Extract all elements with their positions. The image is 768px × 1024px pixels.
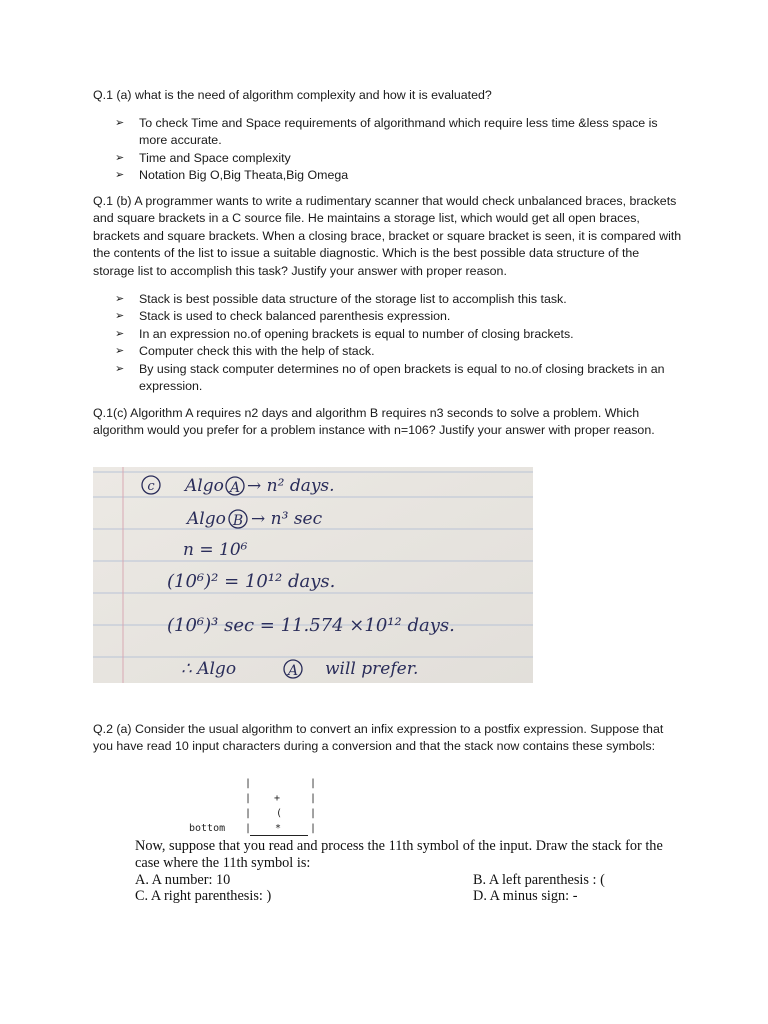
option-a: A. A number: 10: [135, 872, 231, 888]
option-d: D. A minus sign: -: [473, 888, 578, 904]
option-c: C. A right parenthesis: ): [135, 888, 272, 904]
list-item: ➢ To check Time and Space requirements of algorithmand which require less time &less space is more accurate.: [115, 116, 658, 148]
question-2a: Q.2 (a) Consider the usual algorithm to convert an infix expression to a postfix expression. Suppose that you have read 10 input characters during a conversion and that the stack now contains these symbols:: [93, 722, 664, 754]
stack-wall-right: |: [310, 808, 317, 819]
handwriting-circled-b: B: [232, 513, 244, 529]
handwriting-line-2: Algo: [187, 509, 226, 529]
stack-wall-left: |: [245, 793, 252, 804]
stack-bottom-label: bottom: [189, 823, 226, 834]
stack-item-bottom: *: [275, 823, 282, 834]
handwriting-line-1: Algo: [185, 476, 224, 496]
stack-wall-right: |: [310, 778, 317, 789]
arrow-bullet-icon: ➢: [115, 310, 125, 323]
q1a-answer-list: [115, 115, 685, 185]
list-item: ➢ Time and Space complexity: [115, 150, 685, 167]
handwriting-line-6-rest: will prefer.: [325, 659, 419, 679]
handwritten-answer-photo: [93, 467, 533, 683]
stack-wall-left: |: [245, 778, 252, 789]
stack-item-top: +: [274, 793, 281, 804]
list-item: ➢ Notation Big O,Big Theata,Big Omega: [115, 167, 685, 184]
stack-item-middle: (: [276, 808, 283, 819]
arrow-bullet-icon: ➢: [115, 345, 125, 358]
stack-wall-right: |: [310, 823, 317, 834]
handwriting-line-4: (10⁶)² = 10¹² days.: [167, 571, 336, 592]
arrow-bullet-icon: ➢: [115, 151, 125, 164]
stack-wall-left: |: [245, 808, 252, 819]
handwriting-line-3: n = 10⁶: [183, 540, 248, 560]
list-item: ➢ Computer check this with the help of stack.: [115, 343, 685, 360]
list-item: ➢ In an expression no.of opening brackets is equal to number of closing brackets.: [115, 326, 685, 343]
arrow-bullet-icon: ➢: [115, 169, 125, 182]
part-c-label: c: [147, 479, 155, 494]
list-item: ➢ By using stack computer determines no of open brackets is equal to no.of closing brackets in an expression.: [115, 361, 665, 394]
handwriting-circled-a: A: [287, 663, 299, 679]
notebook-page-graphic: [93, 467, 533, 683]
stack-wall-right: |: [310, 793, 317, 804]
handwriting-circled-a: A: [229, 480, 241, 496]
arrow-bullet-icon: ➢: [115, 362, 125, 375]
option-b: B. A left parenthesis : (: [473, 872, 605, 888]
question-2a-prompt: Now, suppose that you read and process the 11th symbol of the input. Draw the stack for the case where the 11th symbol is:: [135, 838, 663, 871]
stack-wall-left: |: [245, 823, 252, 834]
arrow-bullet-icon: ➢: [115, 293, 125, 305]
question-1c: Q.1(c) Algorithm A requires n2 days and algorithm B requires n3 seconds to solve a problem. Which algorithm would you prefer for a problem instance with n=106? Justify your answer with proper reason.: [93, 406, 655, 438]
arrow-bullet-icon: ➢: [115, 327, 125, 340]
handwriting-line-6: ∴ Algo: [181, 659, 237, 679]
list-item: ➢ Stack is used to check balanced parenthesis expression.: [115, 308, 685, 325]
question-1b: Q.1 (b) A programmer wants to write a rudimentary scanner that would check unbalanced braces, brackets and square brackets in a C source file. He maintains a storage list, which would get all open braces, brackets and square brackets. When a closing brace, bracket or square bracket is seen, it is compared with the contents of the list to issue a suitable diagnostic. Which is the best possible data structure of the storage list to accomplish this task? Justify your answer with proper reason.: [93, 194, 682, 278]
handwriting-line-1-rest: → n² days.: [247, 476, 335, 496]
handwriting-line-5: (10⁶)³ sec = 11.574 ×10¹² days.: [167, 615, 455, 636]
arrow-bullet-icon: ➢: [115, 117, 125, 129]
q1b-answer-list: [115, 291, 685, 395]
list-item: ➢ Stack is best possible data structure of the storage list to accomplish this task.: [115, 291, 685, 308]
question-1a: Q.1 (a) what is the need of algorithm complexity and how it is evaluated?: [93, 88, 492, 102]
handwriting-line-2-rest: → n³ sec: [251, 509, 323, 529]
stack-diagram: [185, 778, 335, 840]
